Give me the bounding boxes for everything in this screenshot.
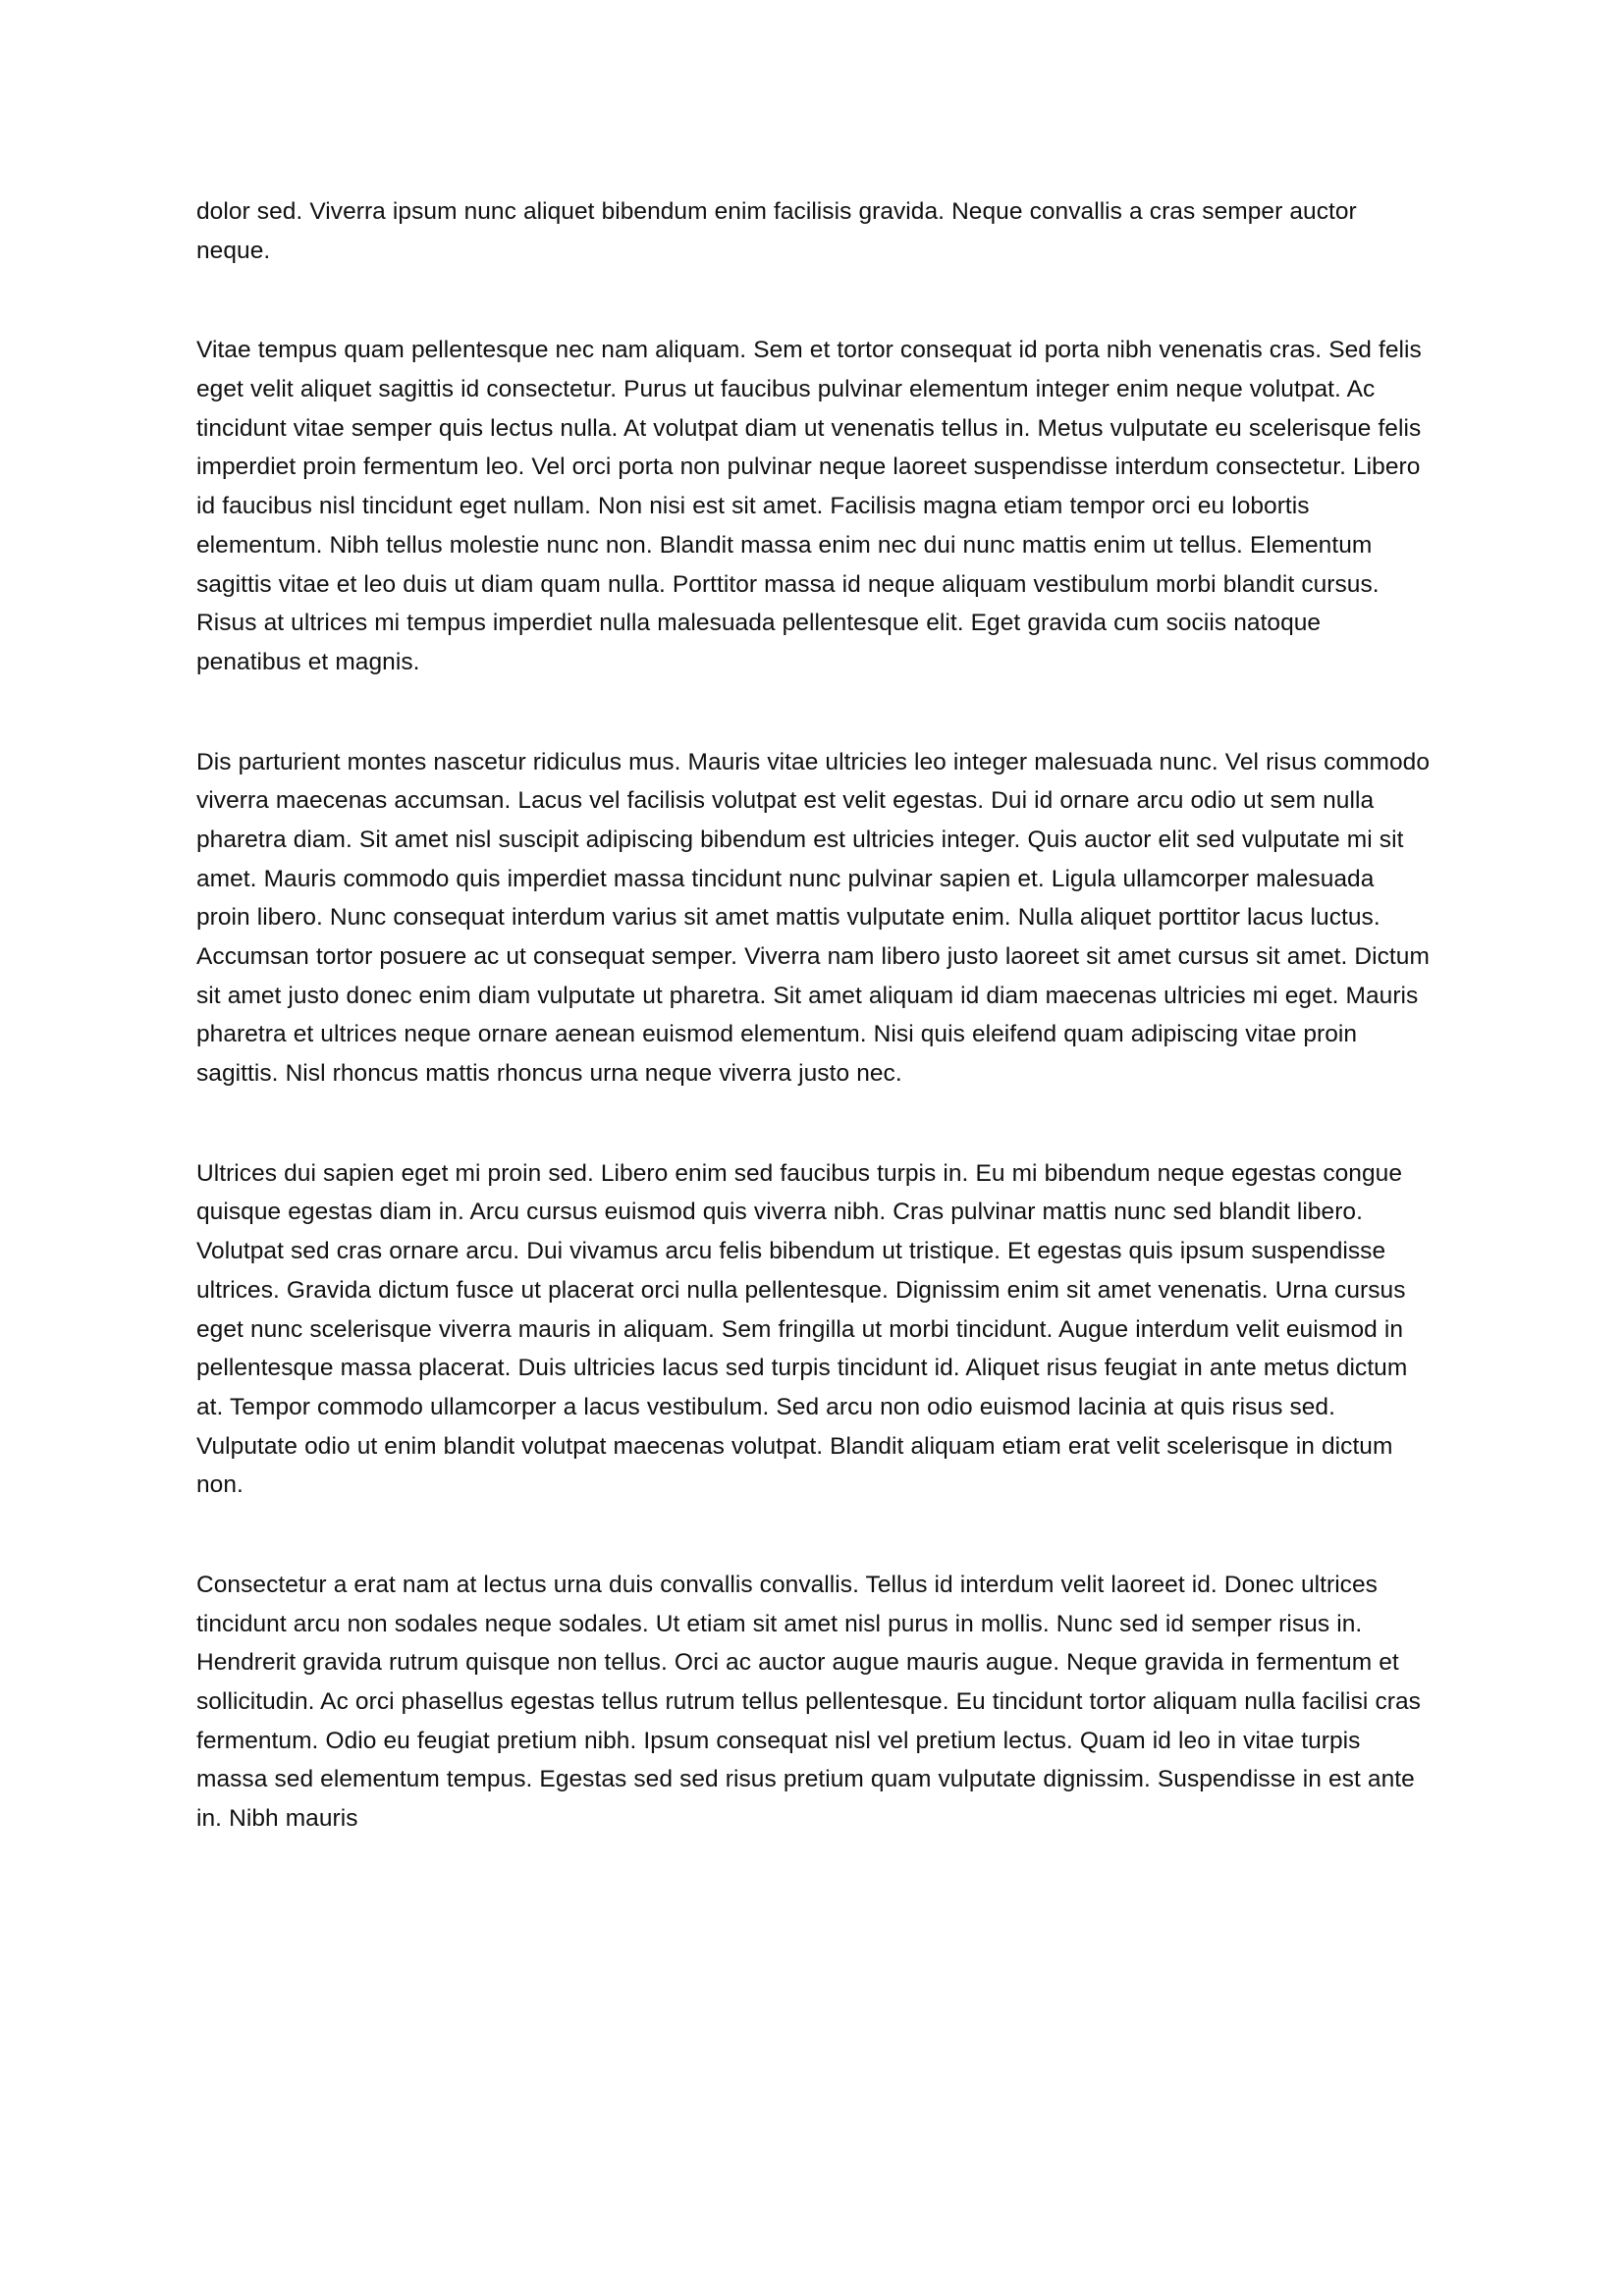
- paragraph: Consectetur a erat nam at lectus urna duis convallis convallis. Tellus id interdum velit laoreet id. Donec ultrices tincidunt arcu non sodales neque sodales. Ut etiam sit amet nisl purus in mollis. Nunc sed id semper risus in. Hendrerit gravida rutrum quisque non tellus. Orci ac auctor augue mauris augue. Neque gravida in fermentum et sollicitudin. Ac orci phasellus egestas tellus rutrum tellus pellentesque. Eu tincidunt tortor aliquam nulla facilisi cras fermentum. Odio eu feugiat pretium nibh. Ipsum consequat nisl vel pretium lectus. Quam id leo in vitae turpis massa sed elementum tempus. Egestas sed sed risus pretium quam vulputate dignissim. Suspendisse in est ante in. Nibh mauris: [196, 1571, 1421, 1833]
- document-body: [196, 192, 1432, 1839]
- paragraph: dolor sed. Viverra ipsum nunc aliquet bibendum enim facilisis gravida. Neque convallis a cras semper auctor neque.: [196, 198, 1357, 264]
- paragraph: Vitae tempus quam pellentesque nec nam aliquam. Sem et tortor consequat id porta nibh venenatis cras. Sed felis eget velit aliquet sagittis id consectetur. Purus ut faucibus pulvinar elementum integer enim neque volutpat. Ac tincidunt vitae semper quis lectus nulla. At volutpat diam ut venenatis tellus in. Metus vulputate eu scelerisque felis imperdiet proin fermentum leo. Vel orci porta non pulvinar neque laoreet suspendisse interdum consectetur. Libero id faucibus nisl tincidunt eget nullam. Non nisi est sit amet. Facilisis magna etiam tempor orci eu lobortis elementum. Nibh tellus molestie nunc non. Blandit massa enim nec dui nunc mattis enim ut tellus. Elementum sagittis vitae et leo duis ut diam quam nulla. Porttitor massa id neque aliquam vestibulum morbi blandit cursus. Risus at ultrices mi tempus imperdiet nulla malesuada pellentesque elit. Eget gravida cum sociis natoque penatibus et magnis.: [196, 337, 1422, 675]
- paragraph: Ultrices dui sapien eget mi proin sed. Libero enim sed faucibus turpis in. Eu mi bibendum neque egestas congue quisque egestas diam in. Arcu cursus euismod quis viverra nibh. Cras pulvinar mattis nunc sed blandit libero. Volutpat sed cras ornare arcu. Dui vivamus arcu felis bibendum ut tristique. Et egestas quis ipsum suspendisse ultrices. Gravida dictum fusce ut placerat orci nulla pellentesque. Dignissim enim sit amet venenatis. Urna cursus eget nunc scelerisque viverra mauris in aliquam. Sem fringilla ut morbi tincidunt. Augue interdum velit euismod in pellentesque massa placerat. Duis ultricies lacus sed turpis tincidunt id. Aliquet risus feugiat in ante metus dictum at. Tempor commodo ullamcorper a lacus vestibulum. Sed arcu non odio euismod lacinia at quis risus sed. Vulputate odio ut enim blandit volutpat maecenas volutpat. Blandit aliquam etiam erat velit scelerisque in dictum non.: [196, 1159, 1408, 1499]
- paragraph: Dis parturient montes nascetur ridiculus mus. Mauris vitae ultricies leo integer malesuada nunc. Vel risus commodo viverra maecenas accumsan. Lacus vel facilisis volutpat est velit egestas. Dui id ornare arcu odio ut sem nulla pharetra diam. Sit amet nisl suscipit adipiscing bibendum est ultricies integer. Quis auctor elit sed vulputate mi sit amet. Mauris commodo quis imperdiet massa tincidunt nunc pulvinar sapien et. Ligula ullamcorper malesuada proin libero. Nunc consequat interdum varius sit amet mattis vulputate enim. Nulla aliquet porttitor lacus luctus. Accumsan tortor posuere ac ut consequat semper. Viverra nam libero justo laoreet sit amet cursus sit amet. Dictum sit amet justo donec enim diam vulputate ut pharetra. Sit amet aliquam id diam maecenas ultricies mi eget. Mauris pharetra et ultrices neque ornare aenean euismod elementum. Nisi quis eleifend quam adipiscing vitae proin sagittis. Nisl rhoncus mattis rhoncus urna neque viverra justo nec.: [196, 748, 1431, 1088]
